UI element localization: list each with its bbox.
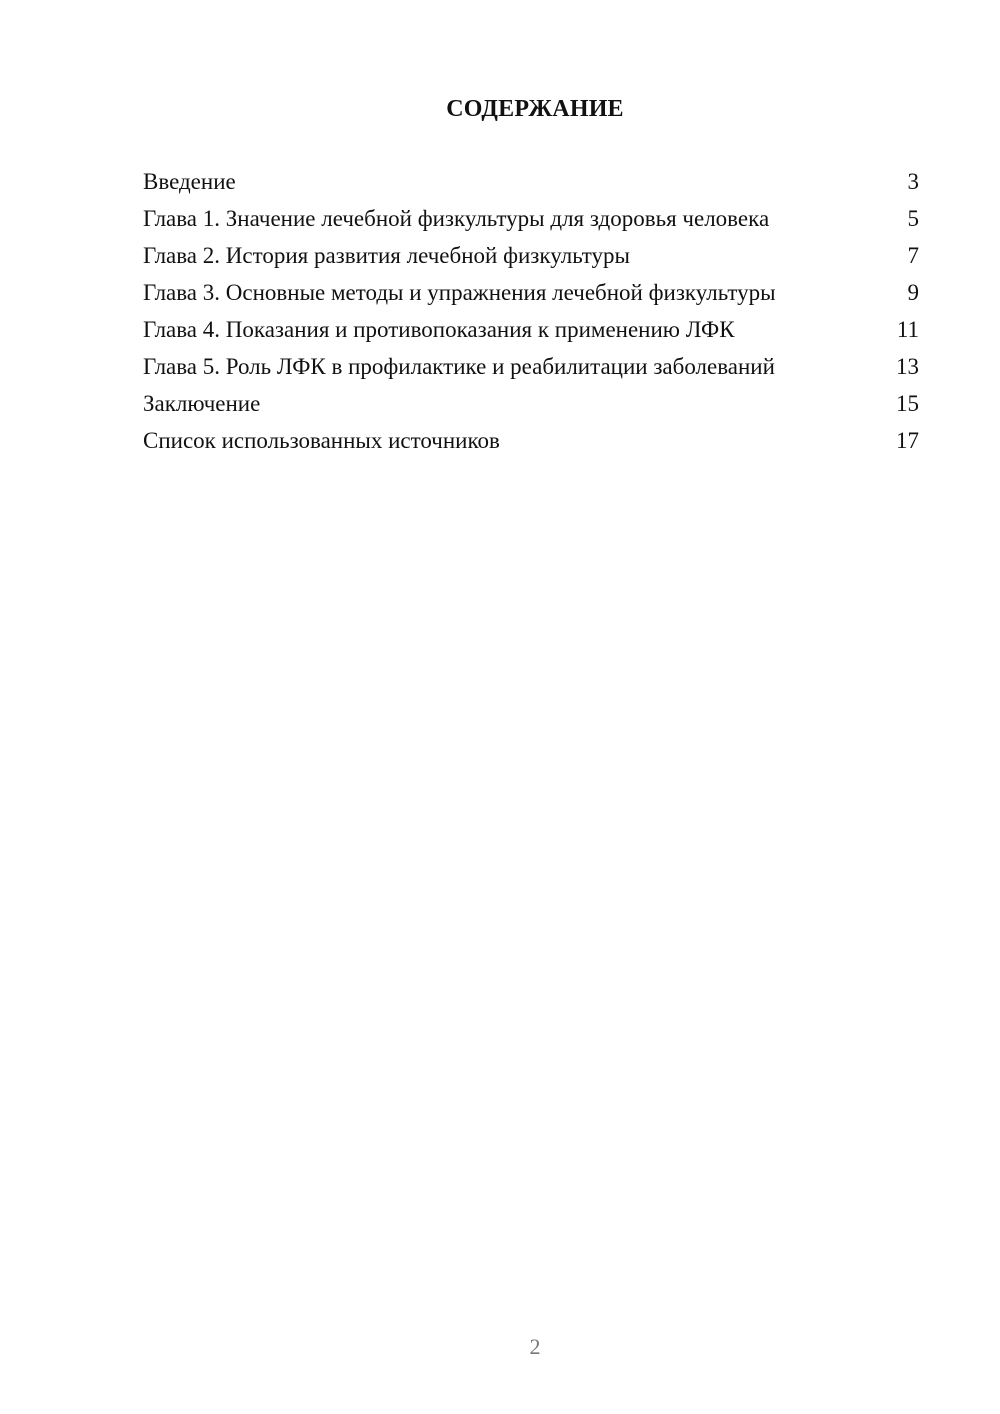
- toc-entry-introduction[interactable]: [143, 169, 919, 195]
- page-title: СОДЕРЖАНИЕ: [446, 96, 624, 122]
- toc-entry-chapter-3[interactable]: [143, 280, 919, 306]
- toc-entry-chapter-4[interactable]: [143, 317, 919, 343]
- toc-entry-title: Глава 1. Значение лечебной физкультуры для здоровья человека: [143, 206, 770, 231]
- toc-entry-title: Глава 4. Показания и противопоказания к применению ЛФК: [143, 317, 735, 342]
- toc-entry-page: 9: [907, 280, 919, 305]
- toc-entry-title: Глава 5. Роль ЛФК в профилактике и реабилитации заболеваний: [143, 354, 775, 379]
- page-number: 2: [529, 1334, 541, 1359]
- toc-entry-page: 17: [896, 428, 919, 453]
- toc-entry-page: 13: [896, 354, 919, 379]
- toc-entry-page: 5: [907, 206, 919, 231]
- toc-entry-page: 11: [896, 317, 919, 342]
- toc-entry-page: 3: [907, 169, 919, 194]
- table-of-contents: [143, 169, 919, 465]
- toc-entry-chapter-1[interactable]: [143, 206, 919, 232]
- toc-entry-title: Список использованных источников: [143, 428, 500, 453]
- toc-entry-title: Глава 3. Основные методы и упражнения лечебной физкультуры: [143, 280, 776, 305]
- toc-entry-chapter-2[interactable]: [143, 243, 919, 269]
- toc-entry-chapter-5[interactable]: [143, 354, 919, 380]
- toc-entry-title: Глава 2. История развития лечебной физкультуры: [143, 243, 631, 268]
- toc-entry-page: 15: [896, 391, 919, 416]
- toc-entry-references[interactable]: [143, 428, 919, 454]
- toc-entry-page: 7: [907, 243, 919, 268]
- toc-entry-title: Введение: [143, 169, 236, 194]
- toc-entry-title: Заключение: [143, 391, 261, 416]
- toc-entry-conclusion[interactable]: [143, 391, 919, 417]
